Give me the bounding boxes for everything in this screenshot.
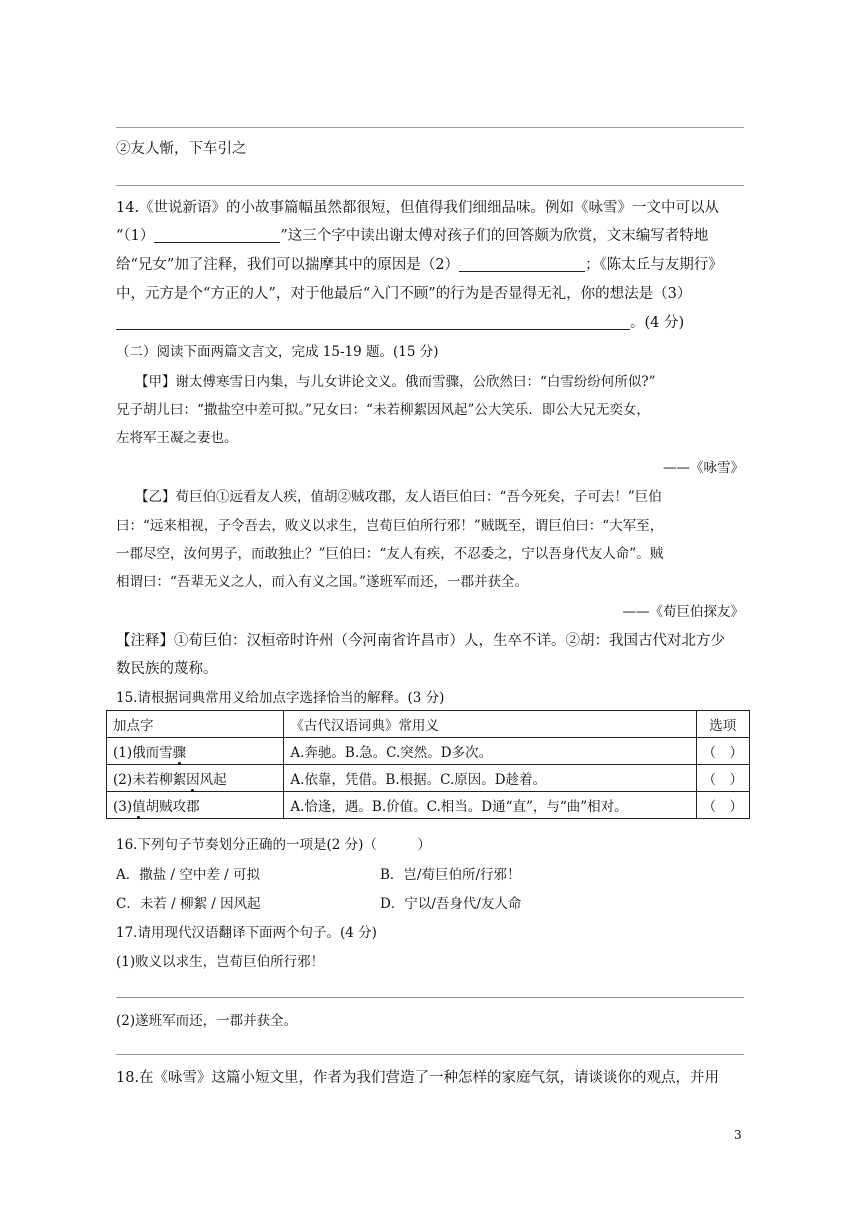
table-row (107, 738, 750, 765)
header-cell: 《古代汉语词典》常用义 (284, 711, 696, 738)
q14-line-3: 给“兄女”加了注释，我们可以揣摩其中的原因是（2） ；《陈太丘与友期行》 (116, 257, 723, 273)
section-2-title: （二）阅读下面两篇文言文，完成 15-19 题。(15 分) (116, 344, 439, 360)
q17-prompt: 17.请用现代汉语翻译下面两个句子。(4 分) (116, 925, 377, 941)
meaning-cell: A.奔驰。B.急。C.突然。D多次。 (284, 738, 696, 765)
q15-gloss-table (106, 710, 750, 819)
choice-cell[interactable]: （ ） (696, 792, 750, 819)
dotted-char: 值 (132, 799, 146, 815)
q16-option-d[interactable]: D．宁以/吾身代/友人命 (380, 896, 522, 912)
dotted-char: 因 (186, 772, 200, 788)
passage-a-line-2: 兄子胡儿曰：“撒盐空中差可拟。”兄女曰：“未若柳絮因风起”公大笑乐．即公大兄无奕女， (116, 402, 650, 418)
table-row (107, 765, 750, 792)
dotted-word-cell: (2)未若柳絮因风起 (107, 765, 284, 792)
answer-line (116, 185, 744, 186)
page-number: 3 (734, 1128, 742, 1142)
q17-sentence-1: (1)败义以求生，岂荀巨伯所行邪！ (116, 954, 325, 970)
q16-option-a[interactable]: A．撒盐 / 空中差 / 可拟 (116, 867, 261, 883)
q14-line-4: 中，元方是个“方正的人”，对于他最后“入门不顾”的行为是否显得无礼，你的想法是（3） (116, 286, 692, 302)
q16-option-c[interactable]: C．未若 / 柳絮 / 因风起 (116, 896, 261, 912)
q14-blank-2[interactable] (459, 256, 585, 272)
q16-prompt: 16.下列句子节奏划分正确的一项是(2 分)（ ） (116, 837, 431, 853)
dotted-word-cell: (3)值胡贼攻郡 (107, 792, 284, 819)
q16-option-b[interactable]: B．岂/荀巨伯所/行邪！ (380, 867, 521, 883)
dotted-char: 骤 (172, 745, 187, 761)
notes-line-2: 数民族的蔑称。 (116, 661, 218, 677)
passage-a-source: ——《咏雪》 (663, 460, 744, 476)
table-header-row (107, 711, 750, 738)
answer-line (116, 1054, 744, 1055)
q14-line-1: 14.《世说新语》的小故事篇幅虽然都很短，但值得我们细细品味。例如《咏雪》一文中可以从 (116, 200, 720, 216)
q14-blank-3[interactable] (116, 314, 630, 330)
passage-b-line-3: 一郡尽空，汝何男子，而敢独止？”巨伯曰：“友人有疾，不忍委之，宁以吾身代友人命”。贼 (116, 546, 664, 562)
passage-b-source: ——《荀巨伯探友》 (622, 604, 744, 620)
passage-a-line-3: 左将军王凝之妻也。 (116, 430, 238, 446)
meaning-cell: A.依靠，凭借。B.根据。C.原因。D趁着。 (284, 765, 696, 792)
dotted-word-cell: (1)俄而雪骤 (107, 738, 284, 765)
answer-line (116, 127, 744, 128)
passage-b-line-4: 相谓曰：“吾辈无义之人，而入有义之国。”遂班军而还，一郡并获全。 (116, 574, 529, 590)
choice-cell[interactable]: （ ） (696, 738, 750, 765)
q17-sentence-2: (2)遂班军而还，一郡并获全。 (116, 1013, 298, 1029)
answer-line (116, 997, 744, 998)
choice-cell[interactable]: （ ） (696, 765, 750, 792)
header-cell: 加点字 (107, 711, 284, 738)
meaning-cell: A.恰逢，遇。B.价值。C.相当。D通“直”，与“曲”相对。 (284, 792, 696, 819)
q14-line-5: 。(4 分) (116, 313, 684, 333)
q18-line-1: 18.在《咏雪》这篇小短文里，作者为我们营造了一种怎样的家庭气氛，请谈谈你的观点，并用 (116, 1070, 720, 1086)
passage-a-line-1: 【甲】谢太傅寒雪日内集，与儿女讲论文义。俄而雪骤，公欣然曰：“白雪纷纷何所似?” (135, 374, 656, 390)
q14-line-2: “（1） ”这三个字中读出谢太傅对孩子们的回答颇为欣赏，文末编写者特地 (116, 228, 709, 244)
q14-blank-1[interactable] (154, 227, 280, 243)
answer-sentence: ②友人惭，下车引之 (116, 141, 247, 157)
header-cell: 选项 (696, 711, 750, 738)
table-row (107, 792, 750, 819)
q15-prompt: 15.请根据词典常用义给加点字选择恰当的解释。(3 分) (116, 690, 445, 706)
passage-b-line-2: 曰：“远来相视，子令吾去，败义以求生，岂荀巨伯所行邪！”贼既至，谓巨伯曰：“大军至， (116, 518, 664, 534)
passage-b-line-1: 【乙】荀巨伯①远看友人疾，值胡②贼攻郡，友人语巨伯曰：“吾今死矣，子可去！”巨伯 (135, 489, 662, 505)
notes-line-1: 【注释】①荀巨伯：汉桓帝时许州（今河南省许昌市）人，生卒不详。②胡：我国古代对北方少 (116, 633, 725, 649)
